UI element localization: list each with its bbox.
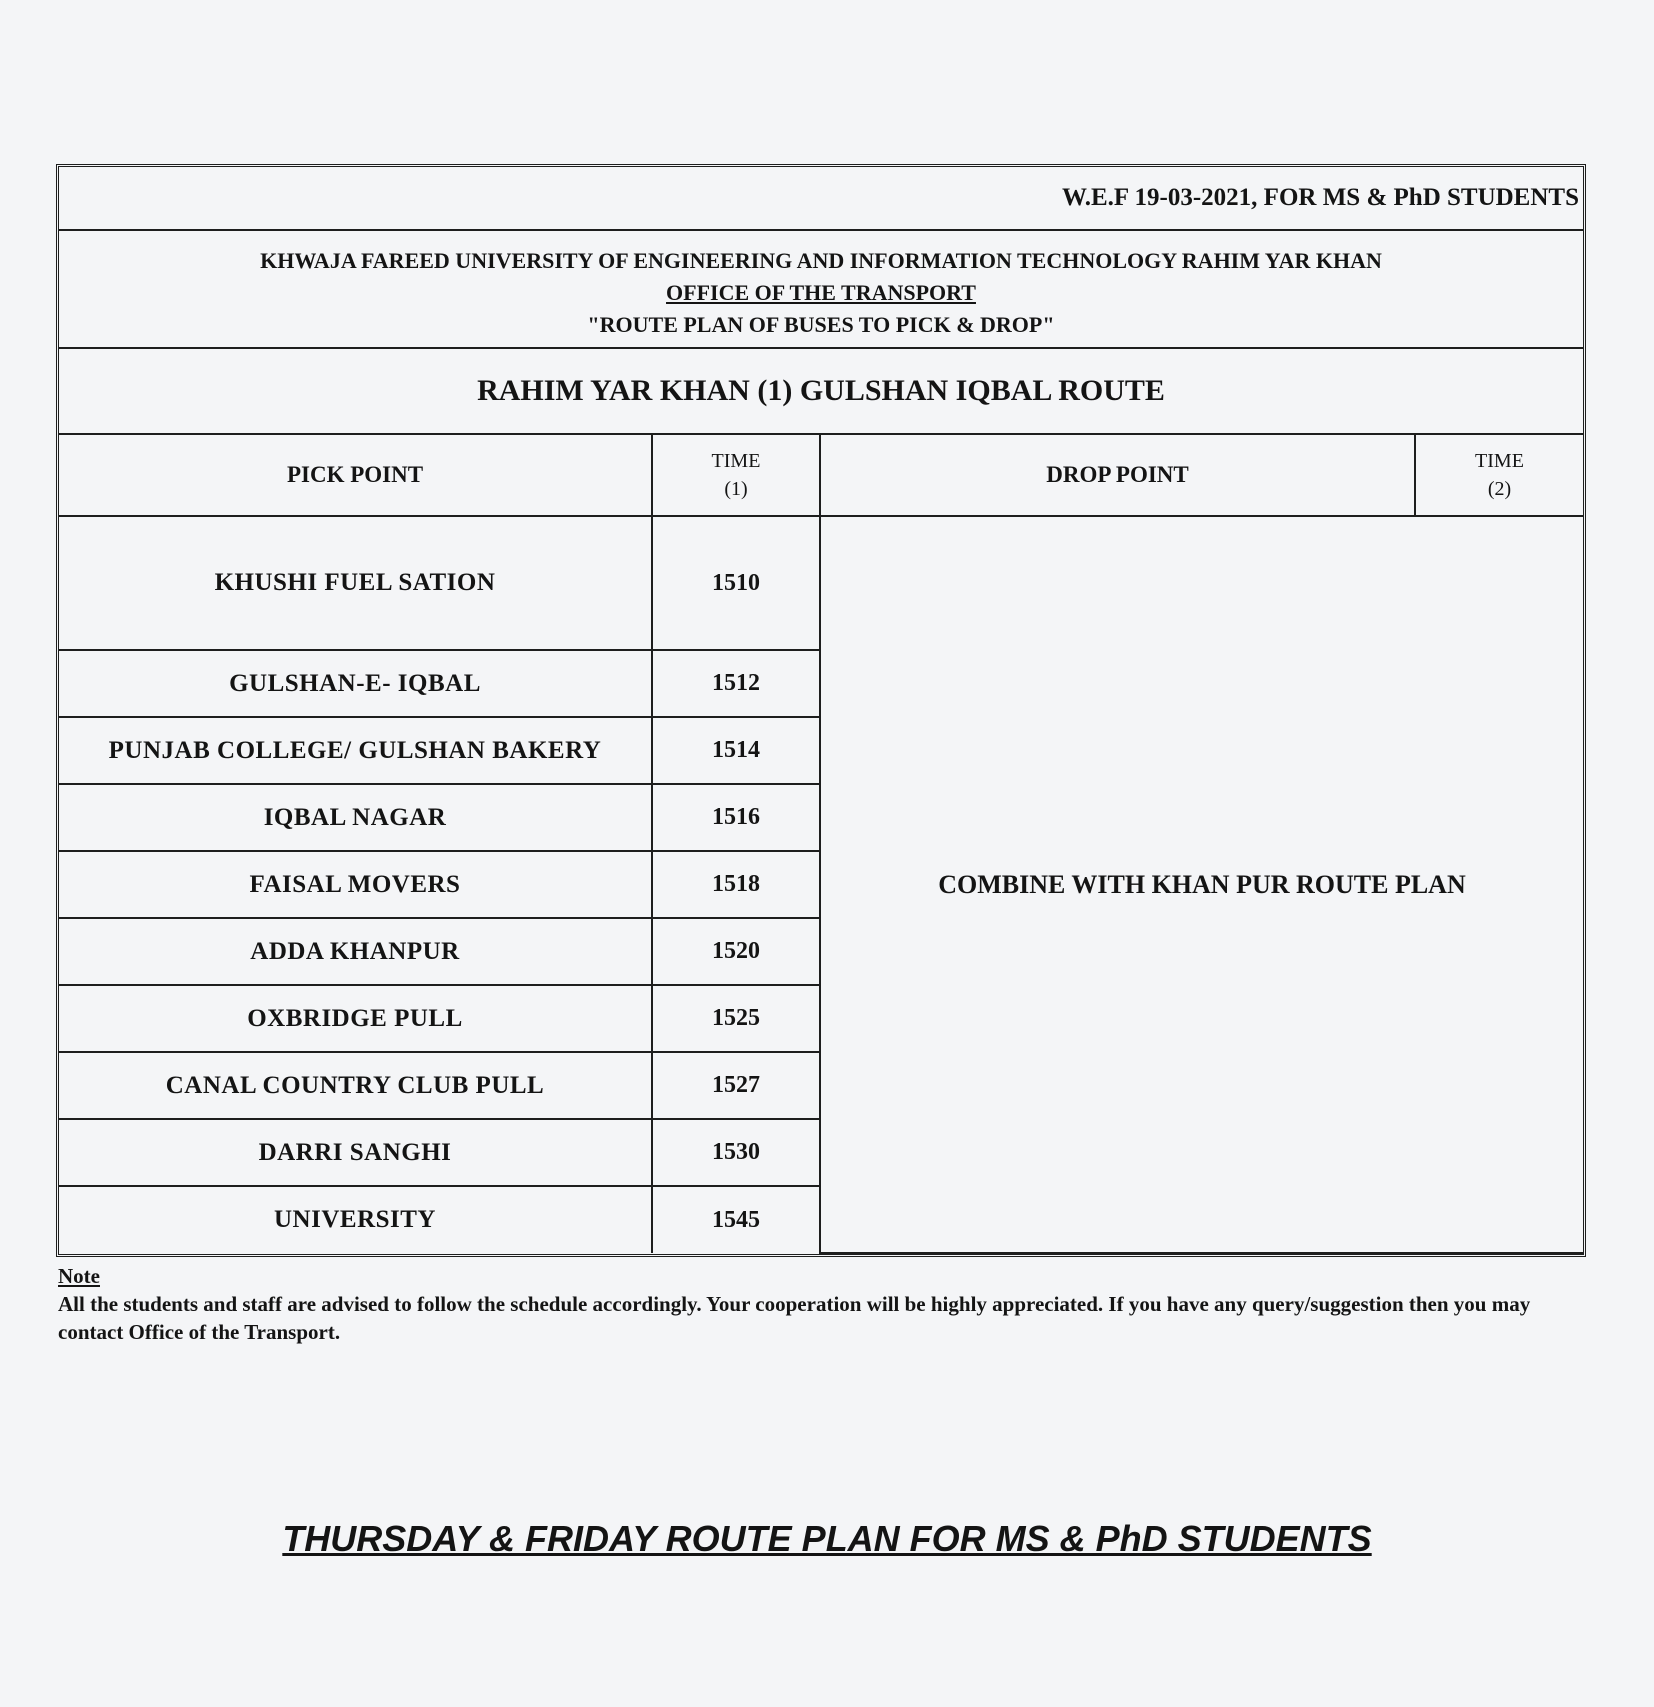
pick-time-cell: 1527 [652,1052,820,1119]
note-label: Note [58,1264,100,1288]
time2-num: (2) [1487,478,1512,500]
route-title [59,349,1583,435]
pick-point-cell: UNIVERSITY [59,1186,652,1253]
document-header [59,231,1583,349]
time1-label: TIME [711,450,761,472]
pick-time-cell: 1518 [652,851,820,918]
route-title-text: RAHIM YAR KHAN (1) GULSHAN IQBAL ROUTE [477,374,1165,407]
pick-point-cell: PUNJAB COLLEGE/ GULSHAN BAKERY [59,717,652,784]
pick-point-cell: DARRI SANGHI [59,1119,652,1186]
office-name: OFFICE OF THE TRANSPORT [666,280,976,305]
pick-point-header: PICK POINT [59,435,652,516]
pick-time-cell: 1514 [652,717,820,784]
wef-line [59,167,1583,231]
pick-point-cell: OXBRIDGE PULL [59,985,652,1052]
pick-point-cell: FAISAL MOVERS [59,851,652,918]
pick-point-cell: KHUSHI FUEL SATION [59,516,652,650]
pick-time-cell: 1530 [652,1119,820,1186]
pick-point-cell: CANAL COUNTRY CLUB PULL [59,1052,652,1119]
pick-time-cell: 1525 [652,985,820,1052]
route-plan-sheet [56,164,1586,1257]
note-text: All the students and staff are advised to follow the schedule accordingly. Your cooperation will be highly appreciated. If you have any query/suggestion then you may contact Office of the Transport. [58,1292,1531,1344]
pick-point-cell: IQBAL NAGAR [59,784,652,851]
pick-point-cell: ADDA KHANPUR [59,918,652,985]
note-section [58,1262,1558,1346]
drop-point-header: DROP POINT [820,435,1415,516]
time2-label: TIME [1475,450,1524,472]
schedule-table [59,435,1583,1254]
wef-text: W.E.F 19-03-2021, FOR MS & PhD STUDENTS [1062,184,1579,211]
pick-time-cell: 1520 [652,918,820,985]
table-header-row [59,435,1583,516]
pick-time-cell: 1512 [652,650,820,717]
time1-header [652,435,820,516]
pick-time-cell: 1545 [652,1186,820,1253]
footer-title: THURSDAY & FRIDAY ROUTE PLAN FOR MS & PhD STUDENTS [282,1518,1372,1559]
time2-header [1415,435,1583,516]
pick-time-cell: 1510 [652,516,820,650]
drop-point-cell: COMBINE WITH KHAN PUR ROUTE PLAN [820,516,1583,1253]
plan-title: "ROUTE PLAN OF BUSES TO PICK & DROP" [587,312,1055,337]
pick-point-cell: GULSHAN-E- IQBAL [59,650,652,717]
time1-num: (1) [724,478,748,500]
university-name: KHWAJA FAREED UNIVERSITY OF ENGINEERING AND INFORMATION TECHNOLOGY RAHIM YAR KHAN [260,248,1382,273]
pick-time-cell: 1516 [652,784,820,851]
table-row [59,516,1583,650]
